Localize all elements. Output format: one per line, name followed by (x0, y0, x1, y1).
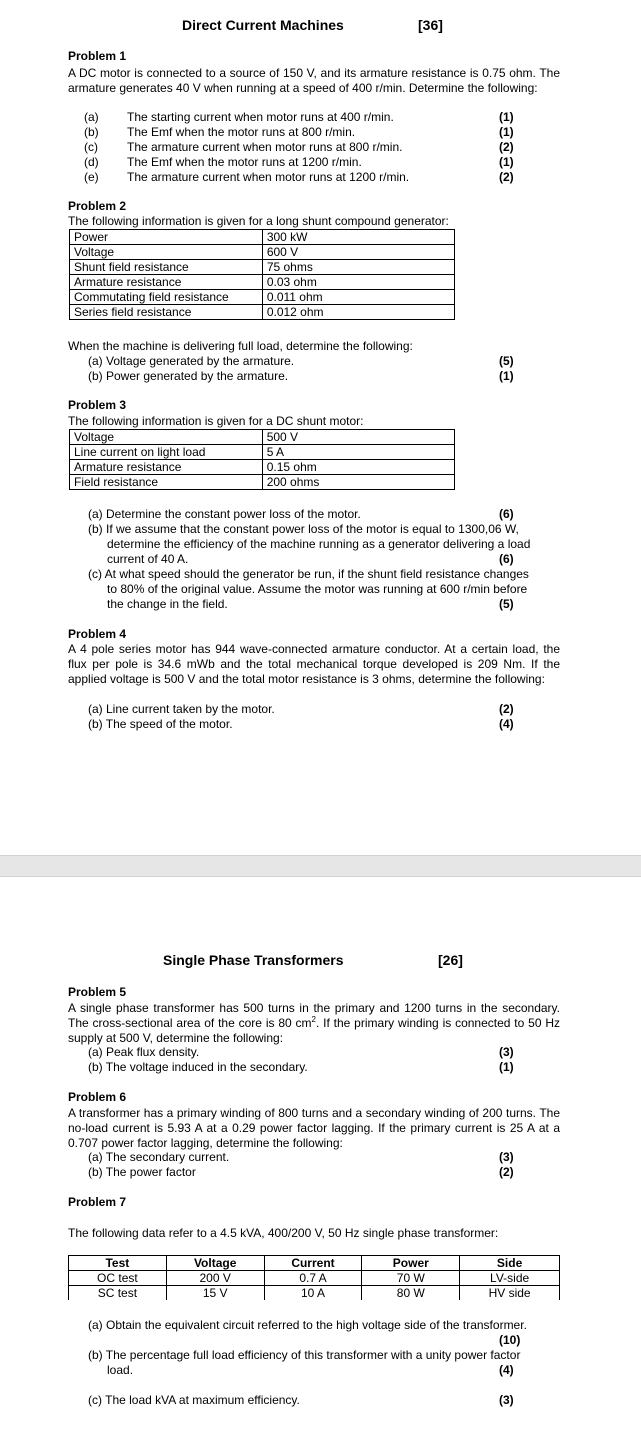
table-cell: Armature resistance (70, 460, 263, 475)
item-text: The Emf when the motor runs at 800 r/min. (127, 125, 356, 139)
table-cell: 0.03 ohm (262, 275, 454, 290)
problem-7-item-b-line-2 (0, 1363, 641, 1378)
table-row (69, 1286, 560, 1301)
problem-2-item-a (0, 354, 641, 369)
table-cell: OC test (69, 1271, 167, 1286)
table-cell: 70 W (362, 1271, 460, 1286)
problem-3-item-b-line-1 (0, 522, 641, 537)
problem-2-heading: Problem 2 (68, 199, 127, 213)
problem-5-item-b (0, 1060, 641, 1075)
column-header: Current (264, 1256, 362, 1271)
table-cell: 0.012 ohm (262, 305, 454, 320)
problem-6-heading: Problem 6 (68, 1090, 127, 1104)
item-mark: (5) (499, 354, 514, 368)
problem-5-intro-text-end: . If the primary winding is connected to 50 Hz supply at 500 V, determine the following: (68, 1016, 561, 1045)
superscript: 2 (311, 1015, 316, 1024)
item-label: (a) (84, 110, 99, 124)
table-row (70, 445, 455, 460)
item-text: (a) Determine the constant power loss of the motor. (88, 507, 361, 521)
problem-3-item-b-line-3 (0, 552, 641, 567)
item-text: (c) The load kVA at maximum efficiency. (88, 1393, 300, 1407)
item-mark: (2) (499, 1165, 514, 1179)
item-text: (a) The secondary current. (88, 1150, 230, 1164)
table-cell: Field resistance (70, 475, 263, 490)
problem-3-heading: Problem 3 (68, 398, 127, 412)
section-marks: [26] (438, 952, 463, 968)
table-header-row (69, 1256, 560, 1271)
item-mark: (1) (499, 155, 514, 169)
table-row (70, 230, 455, 245)
item-text: (b) If we assume that the constant power loss of the motor is equal to 1300,06 W, (88, 522, 519, 536)
table-cell: Armature resistance (70, 275, 263, 290)
item-text: to 80% of the original value. Assume the motor was running at 600 r/min before (107, 582, 528, 596)
problem-7-table (68, 1255, 560, 1300)
item-mark: (1) (499, 125, 514, 139)
problem-1-item-b (0, 125, 641, 140)
problem-2-table (69, 229, 455, 320)
table-cell: 10 A (264, 1286, 362, 1301)
table-cell: 300 kW (262, 230, 454, 245)
problem-4-intro: A 4 pole series motor has 944 wave-connected armature conductor. At a certain load, the flux per pole is 34.6 mWb and the total mechanical torque developed is 209 Nm. If the applied voltage is 500 V and the total motor resistance is 3 ohms, determine the following: (68, 642, 560, 686)
problem-1-item-a (0, 110, 641, 125)
table-row (70, 290, 455, 305)
problem-4-item-b (0, 717, 641, 732)
item-mark: (2) (499, 170, 514, 184)
table-cell: Voltage (70, 245, 263, 260)
table-row (70, 475, 455, 490)
problem-5-heading: Problem 5 (68, 985, 127, 999)
item-text: The armature current when motor runs at 800 r/min. (127, 140, 403, 154)
column-header: Power (362, 1256, 460, 1271)
table-row (70, 305, 455, 320)
table-cell: Series field resistance (70, 305, 263, 320)
table-cell: 0.7 A (264, 1271, 362, 1286)
problem-7-item-c (0, 1393, 641, 1408)
column-header: Test (69, 1256, 167, 1271)
item-text: the change in the field. (107, 597, 228, 611)
problem-7-item-a-mark-row (0, 1333, 641, 1348)
item-mark: (1) (499, 110, 514, 124)
page-2 (0, 877, 641, 1447)
problem-7-heading: Problem 7 (68, 1195, 127, 1209)
item-mark: (10) (499, 1333, 521, 1347)
problem-1-item-d (0, 155, 641, 170)
section-marks: [36] (418, 17, 443, 33)
item-mark: (1) (499, 1060, 514, 1074)
problem-3-intro: The following information is given for a DC shunt motor: (68, 414, 364, 428)
item-text: The starting current when motor runs at 400 r/min. (127, 110, 394, 124)
table-row (70, 260, 455, 275)
item-mark: (3) (499, 1393, 514, 1407)
item-text: load. (107, 1363, 134, 1377)
table-row (69, 1271, 560, 1286)
table-cell: 200 V (166, 1271, 264, 1286)
problem-6-item-a (0, 1150, 641, 1165)
table-cell: Power (70, 230, 263, 245)
item-mark: (4) (499, 717, 514, 731)
item-mark: (1) (499, 369, 514, 383)
table-cell: 200 ohms (262, 475, 454, 490)
item-label: (b) (84, 125, 99, 139)
problem-7-intro: The following data refer to a 4.5 kVA, 400/200 V, 50 Hz single phase transformer: (68, 1226, 499, 1240)
problem-2-intro: The following information is given for a long shunt compound generator: (68, 214, 449, 228)
table-cell: 500 V (262, 430, 454, 445)
item-mark: (5) (499, 597, 514, 611)
table-cell: 80 W (362, 1286, 460, 1301)
problem-5-intro-text: A single phase transformer has 500 turns in the primary and 1200 turns in the secondary. The cross-sectional area of the core is 80 cm (68, 1001, 560, 1030)
problem-3-item-c-line-1 (0, 567, 641, 582)
table-cell: LV-side (460, 1271, 560, 1286)
item-mark: (3) (499, 1045, 514, 1059)
problem-2-lead: When the machine is delivering full load, determine the following: (68, 339, 413, 353)
problem-2-item-b (0, 369, 641, 384)
item-text: (b) The speed of the motor. (88, 717, 233, 731)
problem-7-item-b-line-1 (0, 1348, 641, 1363)
problem-7-item-a (0, 1318, 641, 1333)
table-cell: Commutating field resistance (70, 290, 263, 305)
item-text: (c) At what speed should the generator be run, if the shunt field resistance changes (88, 567, 529, 581)
table-cell: Shunt field resistance (70, 260, 263, 275)
item-text: (a) Voltage generated by the armature. (88, 354, 295, 368)
item-text: determine the efficiency of the machine running as a generator delivering a load (107, 537, 531, 551)
problem-5-item-a (0, 1045, 641, 1060)
item-text: (a) Peak flux density. (88, 1045, 200, 1059)
table-cell: HV side (460, 1286, 560, 1301)
table-cell: 75 ohms (262, 260, 454, 275)
table-row (70, 245, 455, 260)
item-text: (b) The power factor (88, 1165, 196, 1179)
problem-3-item-c-line-3 (0, 597, 641, 612)
problem-1-intro: A DC motor is connected to a source of 150 V, and its armature resistance is 0.75 ohm. The armature generates 40 V when running at a speed of 400 r/min. Determine the following: (68, 66, 560, 95)
table-cell: 5 A (262, 445, 454, 460)
problem-1-heading: Problem 1 (68, 49, 127, 63)
page-separator (0, 855, 641, 877)
problem-6-intro: A transformer has a primary winding of 800 turns and a secondary winding of 200 turns. The no-load current is 5.93 A at a 0.29 power factor lagging. If the primary current is 25 A at a 0.707 power factor lagging, determine the following: (68, 1106, 560, 1150)
item-label: (c) (84, 140, 98, 154)
item-label: (e) (84, 170, 99, 184)
item-text: (b) Power generated by the armature. (88, 369, 289, 383)
table-cell: Line current on light load (70, 445, 263, 460)
table-cell: SC test (69, 1286, 167, 1301)
problem-1-item-c (0, 140, 641, 155)
problem-5-intro (68, 1001, 560, 1046)
item-text: (b) The percentage full load efficiency of this transformer with a unity power factor (88, 1348, 521, 1362)
problem-3-table (69, 429, 455, 490)
item-mark: (2) (499, 140, 514, 154)
problem-6-item-b (0, 1165, 641, 1180)
item-mark: (6) (499, 507, 514, 521)
problem-1-item-e (0, 170, 641, 185)
table-cell: 15 V (166, 1286, 264, 1301)
table-cell: 600 V (262, 245, 454, 260)
item-mark: (2) (499, 702, 514, 716)
problem-3-item-b-line-2 (0, 537, 641, 552)
table-cell: 0.011 ohm (262, 290, 454, 305)
item-text: current of 40 A. (107, 552, 189, 566)
item-text: The Emf when the motor runs at 1200 r/min. (127, 155, 362, 169)
table-row (70, 275, 455, 290)
section-title: Direct Current Machines (182, 17, 344, 33)
item-mark: (4) (499, 1363, 514, 1377)
table-cell: Voltage (70, 430, 263, 445)
problem-3-item-c-line-2 (0, 582, 641, 597)
item-mark: (6) (499, 552, 514, 566)
table-cell: 0.15 ohm (262, 460, 454, 475)
item-label: (d) (84, 155, 99, 169)
item-text: (b) The voltage induced in the secondary. (88, 1060, 308, 1074)
item-text: (a) Line current taken by the motor. (88, 702, 275, 716)
problem-3-item-a (0, 507, 641, 522)
item-text: (a) Obtain the equivalent circuit referred to the high voltage side of the transformer. (88, 1318, 527, 1332)
table-row (70, 460, 455, 475)
problem-4-item-a (0, 702, 641, 717)
column-header: Voltage (166, 1256, 264, 1271)
section-title: Single Phase Transformers (163, 952, 344, 968)
item-mark: (3) (499, 1150, 514, 1164)
table-row (70, 430, 455, 445)
problem-4-heading: Problem 4 (68, 627, 127, 641)
item-text: The armature current when motor runs at 1200 r/min. (127, 170, 410, 184)
column-header: Side (460, 1256, 560, 1271)
